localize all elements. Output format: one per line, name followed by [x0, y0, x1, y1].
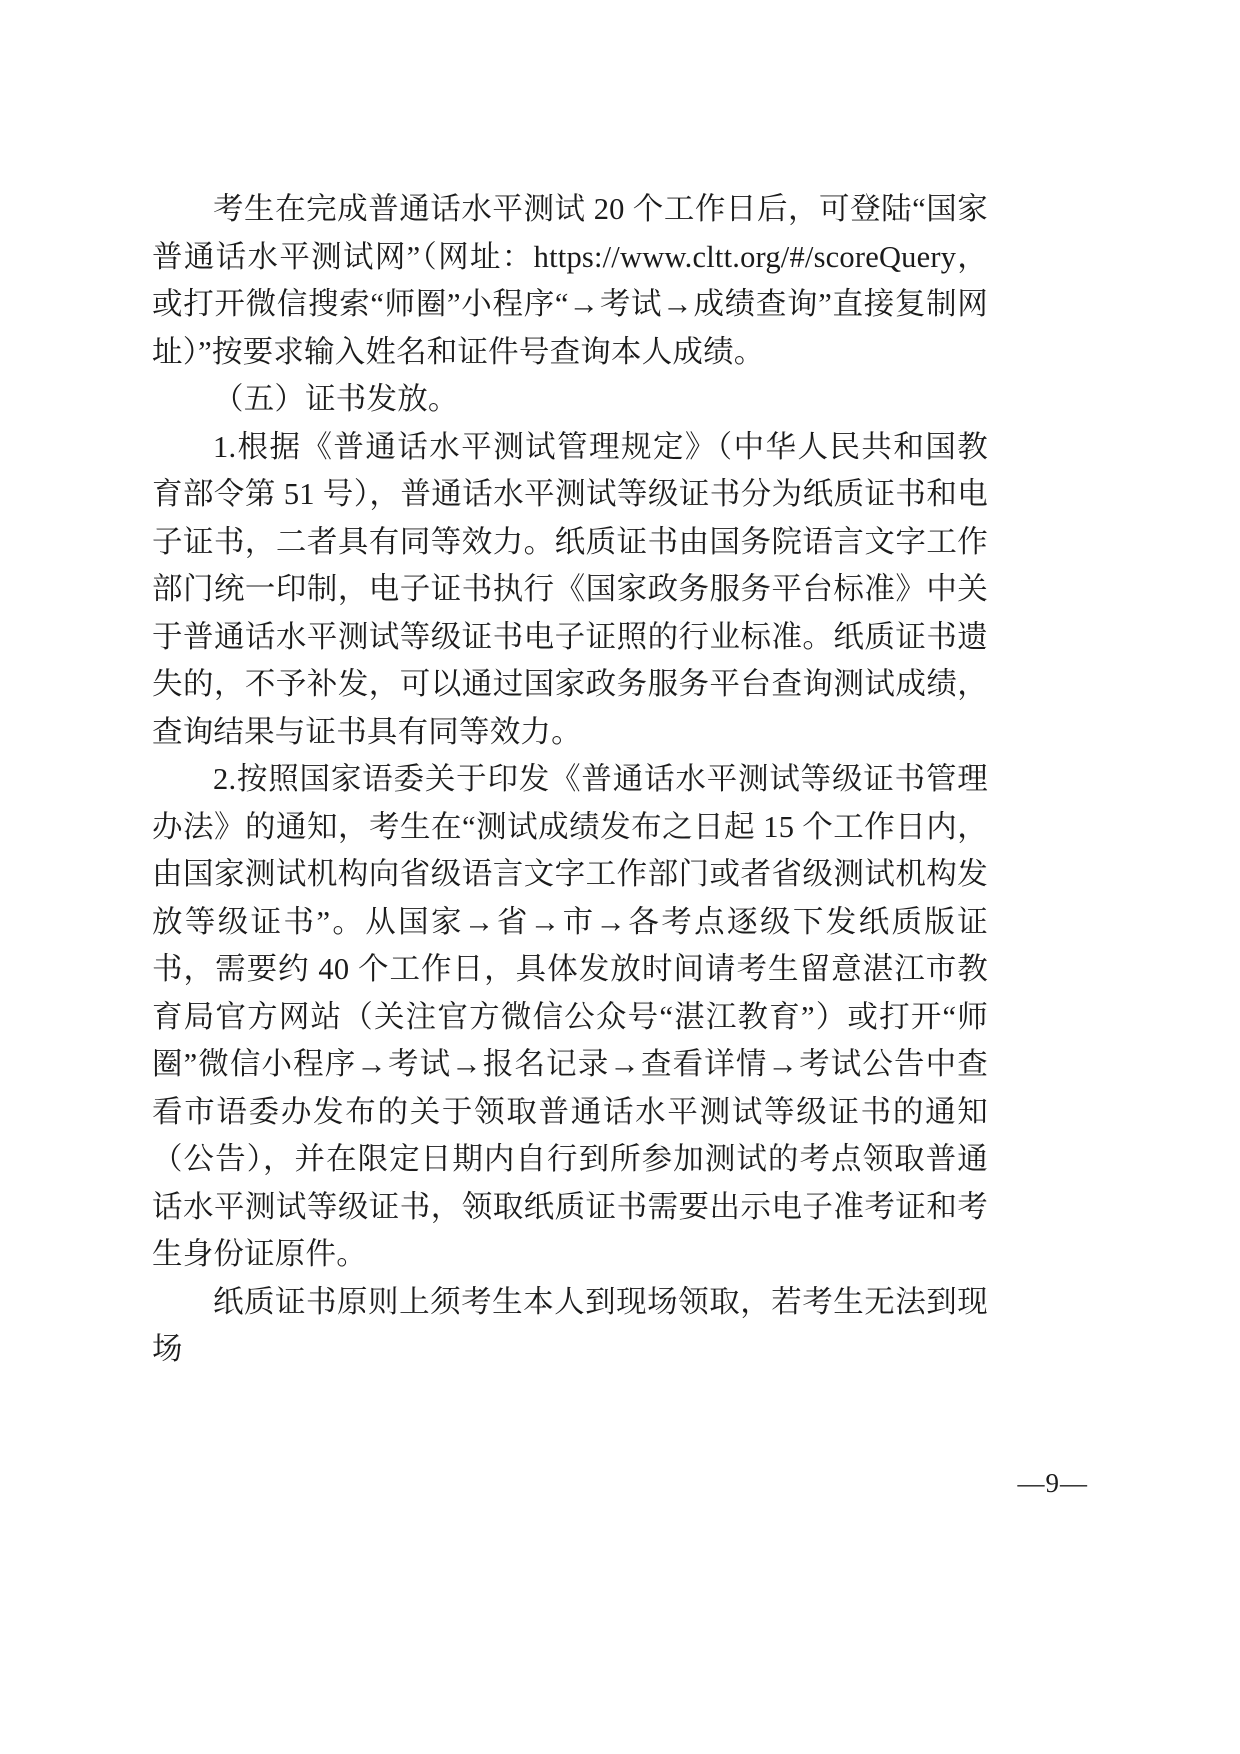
paragraph-item-1: 1.根据《普通话水平测试管理规定》（中华人民共和国教育部令第 51 号），普通话水平测试等级证书分为纸质证书和电子证书，二者具有同等效力。纸质证书由国务院语言文字工作部门统一印制，电子证书执行《国家政务服务平台标准》中关于普通话水平测试等级证书电子证照的行业标准。纸质证书遗失的，不予补发，可以通过国家政务服务平台查询测试成绩，查询结果与证书具有同等效力。: [152, 429, 988, 749]
paragraph-item-3: 纸质证书原则上须考生本人到现场领取，若考生无法到现场: [152, 1284, 988, 1366]
paragraph-item-2: 2.按照国家语委关于印发《普通话水平测试等级证书管理办法》的通知，考生在“测试成绩发布之日起 15 个工作日内，由国家测试机构向省级语言文字工作部门或者省级测试机构发放等级证书”。从国家→省→市→各考点逐级下发纸质版证书，需要约 40 个工作日，具体发放时间请考生留意湛江市教育局官方网站（关注官方微信公众号“湛江教育”）或打开“师圈”微信小程序→考试→报名记录→查看详情→考试公告中查看市语委办发布的关于领取普通话水平测试等级证书的通知（公告），并在限定日期内自行到所参加测试的考点领取普通话水平测试等级证书，领取纸质证书需要出示电子准考证和考生身份证原件。: [152, 762, 988, 1271]
paragraph-score-query: 考生在完成普通话水平测试 20 个工作日后，可登陆“国家普通话水平测试网”（网址：https://www.cltt.org/#/scoreQuery，或打开微信搜索“师圈”小程序“→考试→成绩查询”直接复制网址）”按要求输入姓名和证件号查询本人成绩。: [152, 192, 988, 369]
page-number: —9—: [1017, 1468, 1088, 1498]
section-heading-five: （五）证书发放。: [213, 382, 459, 416]
page-body: [152, 186, 988, 1374]
